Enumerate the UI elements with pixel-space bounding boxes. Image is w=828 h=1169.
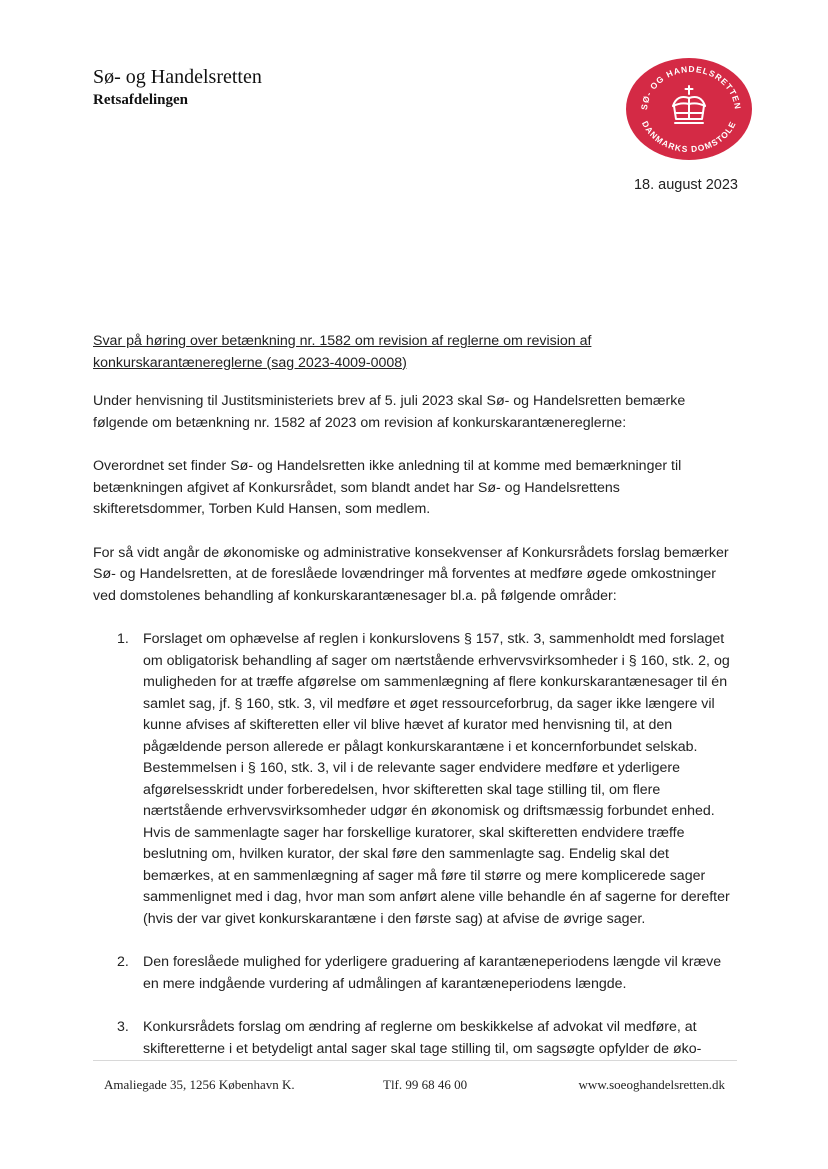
paragraph-consequences: For så vidt angår de økonomiske og administrative konsekvenser af Konkursrådets forslag bemærker Sø- og Handelsretten, at de foreslåede lovændringer må forventes at medføre øgede omkostninger ved domstolenes behandling af konkurskarantænesager bl.a. på følgende områder: <box>93 544 729 604</box>
list-item <box>93 629 733 930</box>
letter-body <box>93 331 733 1082</box>
footer-website[interactable]: www.soeoghandelsretten.dk <box>578 1077 725 1092</box>
paragraph-intro: Under henvisning til Justitsministeriets brev af 5. juli 2023 skal Sø- og Handelsretten bemærke følgende om betænkning nr. 1582 af 2023 om revision af konkurskarantænereglerne: <box>93 393 686 431</box>
letter-subject: Svar på høring over betænkning nr. 1582 om revision af reglerne om revision af konkurskarantænereglerne (sag 2023-4009-0008) <box>93 333 592 371</box>
seal-top-text: SØ- OG HANDELSRETTEN <box>638 63 744 111</box>
list-item-text: Den foreslåede mulighed for yderligere graduering af karantæneperiodens længde vil kræve en mere indgående vurdering af udmålingen af karantæneperiodens længde. <box>143 954 722 992</box>
court-seal <box>623 56 755 162</box>
letter-date: 18. august 2023 <box>633 177 738 193</box>
footer-address: Amaliegade 35, 1256 København K. <box>104 1077 295 1092</box>
list-item-number: 2. <box>117 954 129 970</box>
footer-phone: Tlf. 99 68 46 00 <box>383 1077 468 1092</box>
footer-divider <box>93 1060 737 1061</box>
list-item-number: 3. <box>117 1019 129 1035</box>
list-item <box>93 952 733 995</box>
seal-bottom-text: DANMARKS DOMSTOLE <box>640 119 738 155</box>
org-name: Sø- og Handelsretten <box>93 66 262 88</box>
list-item <box>93 1017 733 1060</box>
paragraph-overall: Overordnet set finder Sø- og Handelsretten ikke anledning til at komme med bemærkninger til betænkningen afgivet af Konkursrådet, som blandt andet har Sø- og Handelsrettens skifteretsdommer, Torben Kuld Hansen, som medlem. <box>93 458 682 517</box>
list-item-text: Forslaget om ophævelse af reglen i konkurslovens § 157, stk. 3, sammenholdt med forslaget om obligatorisk behandling af sager om nærtstående erhvervsvirksomheder i § 160, stk. 2, og muligheden for at træffe afgørelse om sammenlægning af flere konkurskarantænesager til én samlet sag, jf. § 160, stk. 3, vil medføre et øget ressourceforbrug, da sager ikke længere vil kunne afvises af skifteretten eller vil blive hævet af kurator med henvisning til, at den pågældende person allerede er pålagt konkurskarantæne i et koncernforbundet selskab. Bestemmelsen i § 160, stk. 3, vil i de relevante sager endvidere medføre et yderligere afgørelsesskridt under forberedelsen, hvor skifteretten skal tage stilling til, om flere nærtstående erhvervsvirksomheder udgør én økonomisk og driftsmæssig forbundet enhed. Hvis de sammenlagte sager har forskellige kuratorer, skal skifteretten endvidere træffe beslutning om, hvilken kurator, der skal føre den sammenlagte sag. Endelig skal det bemærkes, at en sammenlægning af sager må føre til større og mere komplicerede sager sammenlignet med i dag, hvor man som anført alene ville behandle én af sagerne for derefter (hvis der var givet konkurskarantæne i den første sag) at afvise de øvrige sager. <box>143 631 730 927</box>
list-item-text: Konkursrådets forslag om ændring af reglerne om beskikkelse af advokat vil medføre, at skifteretterne i et betydeligt antal sager skal tage stilling til, om sagsøgte opfylder de øko- <box>143 1019 702 1057</box>
list-item-number: 1. <box>117 631 129 647</box>
consequence-list <box>93 629 733 1060</box>
org-department: Retsafdelingen <box>93 92 188 108</box>
